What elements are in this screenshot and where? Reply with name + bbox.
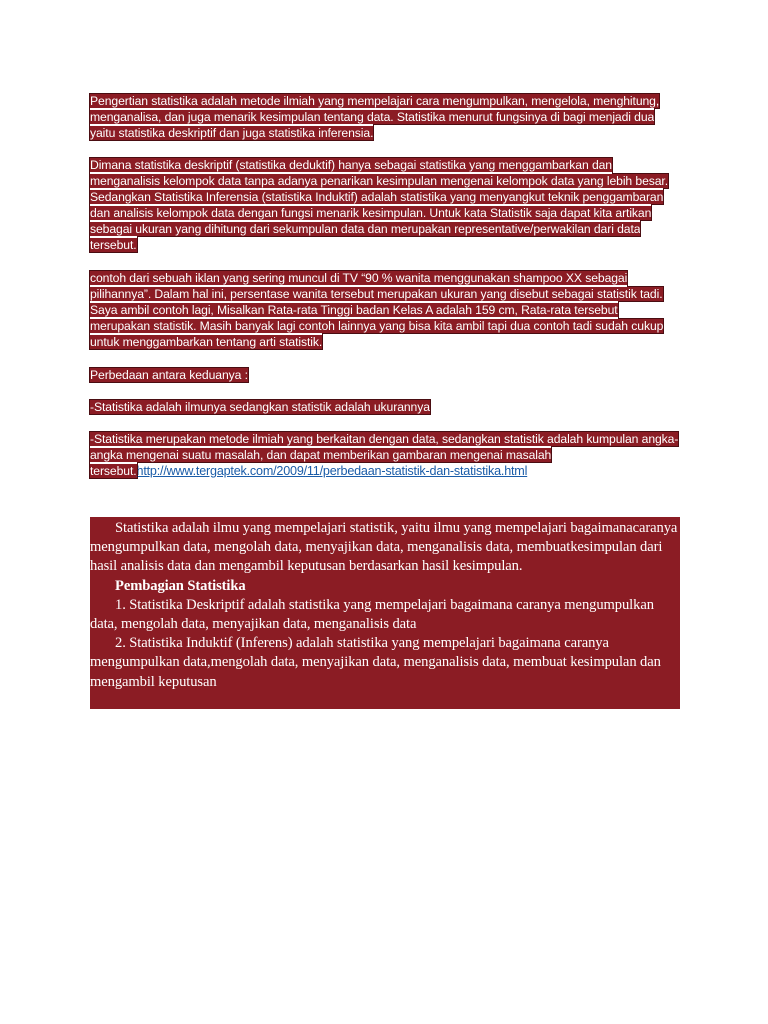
- summary-intro: Statistika adalah ilmu yang mempelajari statistik, yaitu ilmu yang mempelajari bagaimanacaranya mengumpulkan data, mengolah data, menyajikan data, menganalisis data, membuatkesimpulan dari hasil analisis data dan mengambil keputusan berdasarkan hasil kesimpulan.: [90, 520, 678, 575]
- paragraph-difference-2-text: -Statistika merupakan metode ilmiah yang berkaitan dengan data, sedangkan statistik adalah kumpulan angka-angka mengenai suatu masalah, dan dapat memberikan gambaran mengenai masalah tersebut.: [90, 432, 679, 479]
- paragraph-difference-heading: [90, 367, 680, 383]
- summary-box: [90, 517, 680, 709]
- paragraph-definition-text: Pengertian statistika adalah metode ilmiah yang mempelajari cara mengumpulkan, mengelola, menghitung, menganalisa, dan juga menarik kesimpulan tentang data. Statistika menurut fungsinya di bagi menjadi dua yaitu statistika deskriptif dan juga statistika inferensia.: [90, 94, 660, 141]
- paragraph-difference-heading-text: Perbedaan antara keduanya :: [90, 368, 248, 382]
- summary-item-inductive: 2. Statistika Induktif (Inferens) adalah statistika yang mempelajari bagaimana caranya mengumpulkan data,mengolah data, menyajikan data, menganalisis data, membuat kesimpulan dan mengambil keputusan: [90, 635, 661, 690]
- summary-item-descriptive: 1. Statistika Deskriptif adalah statistika yang mempelajari bagaimana caranya mengumpulkan data, mengolah data, menyajikan data, menganalisis data: [90, 596, 654, 633]
- paragraph-difference-2: [90, 431, 680, 479]
- paragraph-definition: [90, 93, 680, 141]
- summary-heading: Pembagian Statistika: [115, 577, 246, 594]
- paragraph-descriptive-inferential-text: Dimana statistika deskriptif (statistika deduktif) hanya sebagai statistika yang menggambarkan dan menganalisis kelompok data tanpa adanya penarikan kesimpulan mengenai kelompok data yang lebih besar. Sedangkan Statistika Inferensia (statistika Induktif) adalah statistika yang menyangkut teknik penggambaran dan analisis kelompok data dengan fungsi menarik kesimpulan. Untuk kata Statistik saja dapat kita artikan sebagai ukuran yang dihitung dari sekumpulan data dan merupakan representative/perwakilan dari data tersebut.: [90, 158, 668, 253]
- paragraph-difference-1: [90, 399, 680, 415]
- paragraph-example-text: contoh dari sebuah iklan yang sering muncul di TV “90 % wanita menggunakan shampoo XX sebagai pilihannya”. Dalam hal ini, persentase wanita tersebut merupakan ukuran yang disebut sebagai statistik tadi. Saya ambil contoh lagi, Misalkan Rata-rata Tinggi badan Kelas A adalah 159 cm, Rata-rata tersebut merupakan statistik. Masih banyak lagi contoh lainnya yang bisa kita ambil tapi dua contoh tadi sudah cukup untuk menggambarkan tentang arti statistik.: [90, 271, 664, 350]
- paragraph-difference-1-text: -Statistika adalah ilmunya sedangkan statistik adalah ukurannya: [90, 400, 430, 414]
- source-link[interactable]: http://www.tergaptek.com/2009/11/perbedaan-statistik-dan-statistika.html: [136, 464, 528, 479]
- paragraph-example: [90, 270, 680, 350]
- paragraph-descriptive-inferential: [90, 157, 680, 254]
